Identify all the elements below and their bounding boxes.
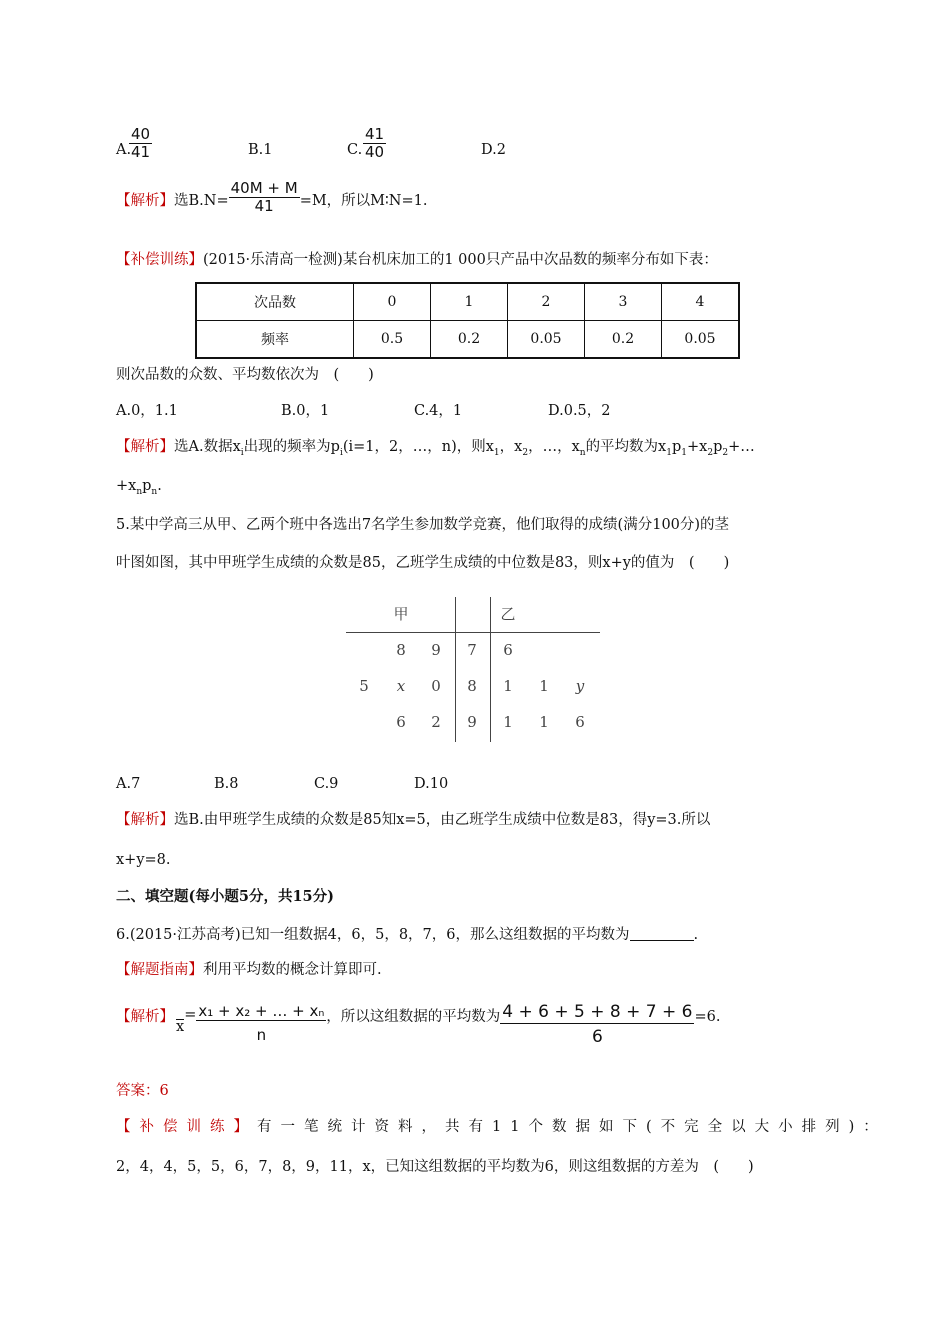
table-cell: 0.05 [508, 321, 585, 359]
subscript: 1 [681, 447, 688, 458]
training-tag: 【补偿训练】 [116, 252, 203, 268]
table-cell: 3 [585, 283, 662, 321]
q5-options [116, 774, 836, 794]
compensation-training-2-line2: 2，4，4，5，5，6，7，8，9，11，x，已知这组数据的平均数为6，则这组数据的方差为 ( ) [116, 1159, 754, 1175]
mean-symbol: x [176, 1019, 185, 1035]
q5-answer-line1 [116, 810, 710, 830]
right-header: 乙 [500, 605, 516, 623]
subscript: 1 [493, 447, 500, 458]
leaf-left-variable: x [396, 677, 406, 695]
table-cell: 0.2 [585, 321, 662, 359]
table-cell: 1 [431, 283, 508, 321]
answer-text: +x [116, 478, 137, 494]
table-cell: 频率 [196, 321, 354, 359]
stem-value: 8 [467, 677, 477, 695]
equals-sign: = [184, 1007, 197, 1023]
stem-value: 9 [467, 713, 477, 731]
frequency-table [195, 282, 740, 359]
answer-text: (i=1，2，…，n)，则x [342, 439, 494, 455]
option-c: C.9 [314, 776, 339, 792]
answer-text: 选B.N= [174, 192, 229, 209]
table-row [196, 321, 739, 359]
option-d: D.0.5，2 [548, 403, 611, 419]
option-a-denominator: 41 [131, 143, 151, 162]
training-text: (2015·乐清高一检测)某台机床加工的1 000只产品中次品数的频率分布如下表： [203, 252, 718, 268]
stem-divider-left [455, 597, 456, 742]
header-divider [346, 632, 600, 633]
table-cell: 0.05 [662, 321, 740, 359]
fraction-denominator: 6 [591, 1026, 603, 1047]
answer-text-end: =M，所以M∶N=1. [299, 192, 428, 209]
fraction-numerator: 40M + M [230, 179, 298, 197]
leaf-left: 6 [396, 713, 406, 731]
subscript: n [136, 486, 143, 497]
answer-blank [630, 924, 694, 941]
leaf-left: 2 [431, 713, 441, 731]
question-text: 6.(2015·江苏高考)已知一组数据4，6，5，8，7，6，那么这组数据的平均数为 [116, 927, 630, 943]
q4-options [116, 126, 836, 174]
training-options [116, 401, 836, 421]
answer-fraction [229, 180, 300, 216]
answer-text-end: =6. [694, 1009, 721, 1025]
hint-text: 利用平均数的概念计算即可. [203, 962, 382, 978]
subscript: 2 [707, 447, 714, 458]
q6-text [116, 924, 698, 945]
subscript: i [240, 447, 244, 458]
hint-tag: 【解题指南】 [116, 962, 203, 978]
leaf-left: 9 [431, 641, 441, 659]
option-c-denominator: 40 [365, 143, 385, 162]
subscript: 1 [666, 447, 672, 458]
answer-tag: 【解析】 [116, 1009, 174, 1025]
fraction-denominator: n [256, 1026, 267, 1045]
answer-text: ，…，x [528, 439, 580, 455]
mean-calc-fraction [500, 1003, 694, 1047]
stem-divider-right [490, 597, 491, 742]
compensation-training-1 [116, 250, 718, 270]
answer-text: 选B.由甲班学生成绩的众数是85知x=5，由乙班学生成绩中位数是83，得y=3.所以 [174, 812, 711, 828]
leaf-right: 1 [503, 677, 513, 695]
fraction-numerator: x₁ + x₂ + … + xₙ [198, 1002, 325, 1020]
table-cell: 4 [662, 283, 740, 321]
training-text: 有一笔统计资料，共有11个数据如下(不完全以大小排列)： [257, 1119, 887, 1135]
option-d: D.2 [481, 142, 506, 158]
answer-tag: 【解析】 [116, 192, 174, 209]
q5-text-line1: 5.某中学高三从甲、乙两个班中各选出7名学生参加数学竞赛，他们取得的成绩(满分100分)的茎 [116, 517, 730, 533]
q6-hint [116, 960, 382, 980]
option-a: A.7 [116, 776, 141, 792]
leaf-right: 6 [575, 713, 585, 731]
leaf-right: 1 [539, 713, 549, 731]
section-title: 二、填空题(每小题5分，共15分) [116, 888, 334, 905]
subscript: n [151, 486, 158, 497]
answer-tag: 【解析】 [116, 439, 174, 455]
mean-formula-fraction [196, 1003, 326, 1045]
training-answer-line1: 【解析】选A.数据$x_i$出现的频率为$p_i(i=1$，2，…，n)，则$x_1$，$x_2$，…，$x_n$的平均数为$x_1p_1+x_2p_2+\dots$ [116, 439, 755, 458]
option-c-fraction [363, 126, 386, 162]
q5-text-line2: 叶图如图，其中甲班学生成绩的众数是85，乙班学生成绩的中位数是83，则x+y的值为 ( ) [116, 555, 730, 571]
answer-text: 的平均数为x [585, 439, 667, 455]
q4-answer [116, 179, 428, 216]
leaf-right: 6 [503, 641, 513, 659]
leaf-left: 5 [359, 677, 369, 695]
compensation-training-2-line1 [116, 1117, 887, 1137]
training-tag: 【补偿训练】 [116, 1119, 257, 1135]
subscript: i [339, 447, 343, 458]
option-a-numerator: 40 [131, 125, 151, 143]
answer-text: +… [728, 439, 755, 455]
table-row [196, 283, 739, 321]
table-cell: 0 [354, 283, 431, 321]
leaf-left: 8 [396, 641, 406, 659]
option-d: D.10 [414, 776, 449, 792]
table-cell: 2 [508, 283, 585, 321]
table-cell: 0.2 [431, 321, 508, 359]
left-header: 甲 [393, 605, 409, 623]
answer-text: p [142, 478, 152, 494]
training-answer-line2 [116, 476, 162, 502]
subscript: 2 [522, 447, 529, 458]
leaf-right: 1 [539, 677, 549, 695]
leaf-left: 0 [431, 677, 441, 695]
training-question: 则次品数的众数、平均数依次为 ( ) [116, 367, 374, 383]
answer-text: 出现的频率为p [243, 439, 340, 455]
q6-answer [116, 1003, 720, 1055]
subscript: n [579, 447, 586, 458]
answer-tag: 【解析】 [116, 812, 174, 828]
option-b: B.1 [248, 142, 273, 158]
option-b: B.8 [214, 776, 239, 792]
option-a-label: A. [116, 142, 132, 158]
leaf-right-variable: y [575, 677, 585, 695]
q5-answer-line2: x+y=8. [116, 852, 171, 868]
fraction-denominator: 41 [254, 197, 274, 216]
subscript: 2 [722, 447, 729, 458]
fraction-numerator: 4 + 6 + 5 + 8 + 7 + 6 [502, 1002, 693, 1022]
option-a: A.0，1.1 [116, 403, 178, 419]
q6-final-answer: 答案：6 [116, 1083, 169, 1099]
leaf-right: 1 [503, 713, 513, 731]
stem-leaf-plot [346, 597, 600, 742]
table-cell: 次品数 [196, 283, 354, 321]
option-c-label: C. [347, 142, 363, 158]
question-end: . [693, 927, 699, 943]
option-b: B.0，1 [281, 403, 330, 419]
answer-text: . [157, 478, 162, 494]
option-c-numerator: 41 [365, 125, 385, 143]
table-cell: 0.5 [354, 321, 431, 359]
option-a-fraction [129, 126, 152, 162]
answer-text: ，所以这组数据的平均数为 [326, 1009, 501, 1025]
answer-text: 选A.数据x [174, 439, 241, 455]
answer-text: ，x [499, 439, 523, 455]
stem-value: 7 [467, 641, 477, 659]
option-c: C.4，1 [414, 403, 463, 419]
